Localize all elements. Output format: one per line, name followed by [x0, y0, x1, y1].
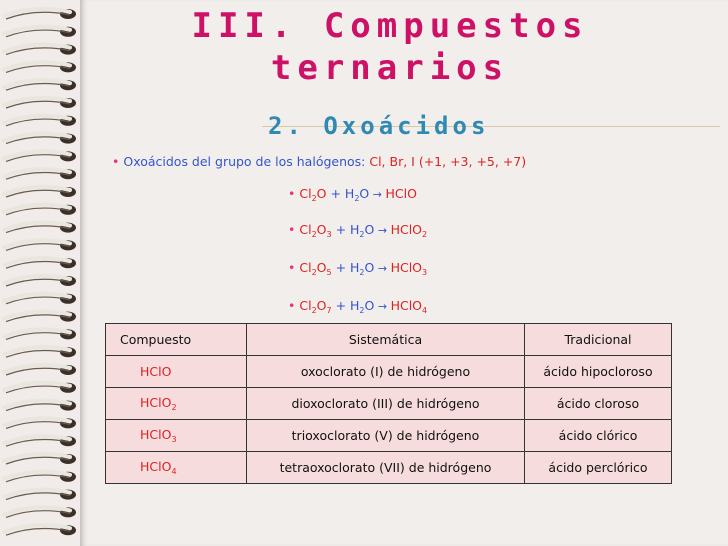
binding-ring	[4, 169, 76, 179]
header-sistematica: Sistemática	[247, 324, 525, 356]
reactant-oxide: $Cl_2O_7$	[299, 298, 332, 315]
product-acid: HClO$_4$	[390, 298, 428, 315]
halogen-elements: Cl, Br, I (+1, +3, +5, +7)	[369, 154, 527, 169]
binding-ring	[4, 454, 76, 464]
binding-ring	[4, 383, 76, 393]
bullet-icon: •	[288, 298, 300, 313]
cell-tradicional: ácido cloroso	[525, 388, 672, 420]
bullet-icon: •	[288, 222, 300, 237]
binding-ring	[4, 276, 76, 286]
binding-ring	[4, 365, 76, 375]
subscript: 3	[326, 230, 332, 239]
subscript: 2	[359, 268, 365, 277]
subscript: 7	[326, 306, 332, 315]
cell-tradicional: ácido perclórico	[525, 452, 672, 484]
cell-formula: HClO$_3$	[106, 420, 247, 452]
binding-ring	[4, 311, 76, 321]
bullet-icon: •	[288, 186, 300, 201]
binding-ring	[4, 294, 76, 304]
binding-ring	[4, 525, 76, 535]
subscript: 2	[311, 194, 317, 203]
table-header-row	[106, 324, 672, 356]
reactant-oxide: $Cl_2O$	[299, 186, 327, 203]
header-compuesto: Compuesto	[106, 324, 247, 356]
arrow-icon: →	[374, 262, 391, 275]
binding-ring	[4, 347, 76, 357]
subscript: 2	[359, 230, 365, 239]
binding-ring	[4, 116, 76, 126]
reactant-water: $H_2O$	[350, 222, 375, 239]
reaction-equation	[288, 260, 427, 277]
subscript: 2	[311, 306, 317, 315]
reactant-oxide: $Cl_2O_3$	[299, 222, 332, 239]
subscript: 2	[422, 230, 428, 239]
table-row	[106, 452, 672, 484]
plus-sign: +	[326, 186, 345, 201]
header-tradicional: Tradicional	[525, 324, 672, 356]
binding-ring	[4, 98, 76, 108]
reactant-oxide: $Cl_2O_5$	[299, 260, 332, 277]
arrow-icon: →	[374, 224, 391, 237]
subscript: 3	[422, 268, 428, 277]
reactant-water: $H_2O$	[350, 298, 375, 315]
cell-formula: HClO	[106, 356, 247, 388]
subscript: 2	[359, 306, 365, 315]
bullet-icon: •	[112, 154, 120, 169]
product-acid: HClO$_3$	[390, 260, 428, 277]
table-row	[106, 356, 672, 388]
binding-ring	[4, 258, 76, 268]
binding-ring	[4, 418, 76, 428]
cell-formula: HClO$_2$	[106, 388, 247, 420]
subscript: 4	[422, 306, 428, 315]
reaction-equation	[288, 298, 427, 315]
subscript: 2	[354, 194, 360, 203]
subscript: 2	[311, 268, 317, 277]
binding-ring	[4, 27, 76, 37]
plus-sign: +	[331, 260, 351, 275]
binding-ring	[4, 9, 76, 19]
subscript: 5	[326, 268, 332, 277]
product-acid: HClO	[385, 186, 417, 201]
binding-ring	[4, 187, 76, 197]
reactant-water: $H_2O$	[350, 260, 375, 277]
binding-ring	[4, 205, 76, 215]
product-acid: HClO$_2$	[390, 222, 428, 239]
cell-sistematica: trioxoclorato (V) de hidrógeno	[247, 420, 525, 452]
reaction-equation	[288, 222, 427, 239]
binding-ring	[4, 151, 76, 161]
reactant-water: $H_2O$	[344, 186, 370, 203]
slide-subtitle: 2. Oxoácidos	[268, 112, 490, 140]
title-line-2: ternarios	[270, 48, 510, 88]
slide-title	[90, 5, 690, 89]
cell-tradicional: ácido clórico	[525, 420, 672, 452]
halogen-bullet	[112, 154, 526, 169]
binding-ring	[4, 489, 76, 499]
binding-ring	[4, 80, 76, 90]
spiral-binding-icon	[0, 0, 88, 546]
binding-ring	[4, 329, 76, 339]
arrow-icon: →	[374, 300, 391, 313]
title-line-1: III. Compuestos	[191, 6, 589, 46]
table-row	[106, 420, 672, 452]
binding-ring	[4, 62, 76, 72]
halogen-text: Oxoácidos del grupo de los halógenos	[123, 154, 362, 169]
plus-sign: +	[331, 298, 351, 313]
compounds-table	[105, 323, 672, 484]
halogen-colon: :	[361, 154, 370, 169]
cell-sistematica: tetraoxoclorato (VII) de hidrógeno	[247, 452, 525, 484]
binding-ring	[4, 472, 76, 482]
binding-ring	[4, 222, 76, 232]
binding-ring	[4, 133, 76, 143]
bullet-icon: •	[288, 260, 300, 275]
subscript: 2	[311, 230, 317, 239]
binding-ring	[4, 400, 76, 410]
cell-sistematica: dioxoclorato (III) de hidrógeno	[247, 388, 525, 420]
binding-ring	[4, 44, 76, 54]
plus-sign: +	[331, 222, 351, 237]
binding-ring	[4, 240, 76, 250]
cell-sistematica: oxoclorato (I) de hidrógeno	[247, 356, 525, 388]
cell-formula: HClO$_4$	[106, 452, 247, 484]
reaction-equation	[288, 186, 417, 203]
arrow-icon: →	[369, 188, 386, 201]
table-row	[106, 388, 672, 420]
binding-ring	[4, 436, 76, 446]
binding-ring	[4, 507, 76, 517]
cell-tradicional: ácido hipocloroso	[525, 356, 672, 388]
